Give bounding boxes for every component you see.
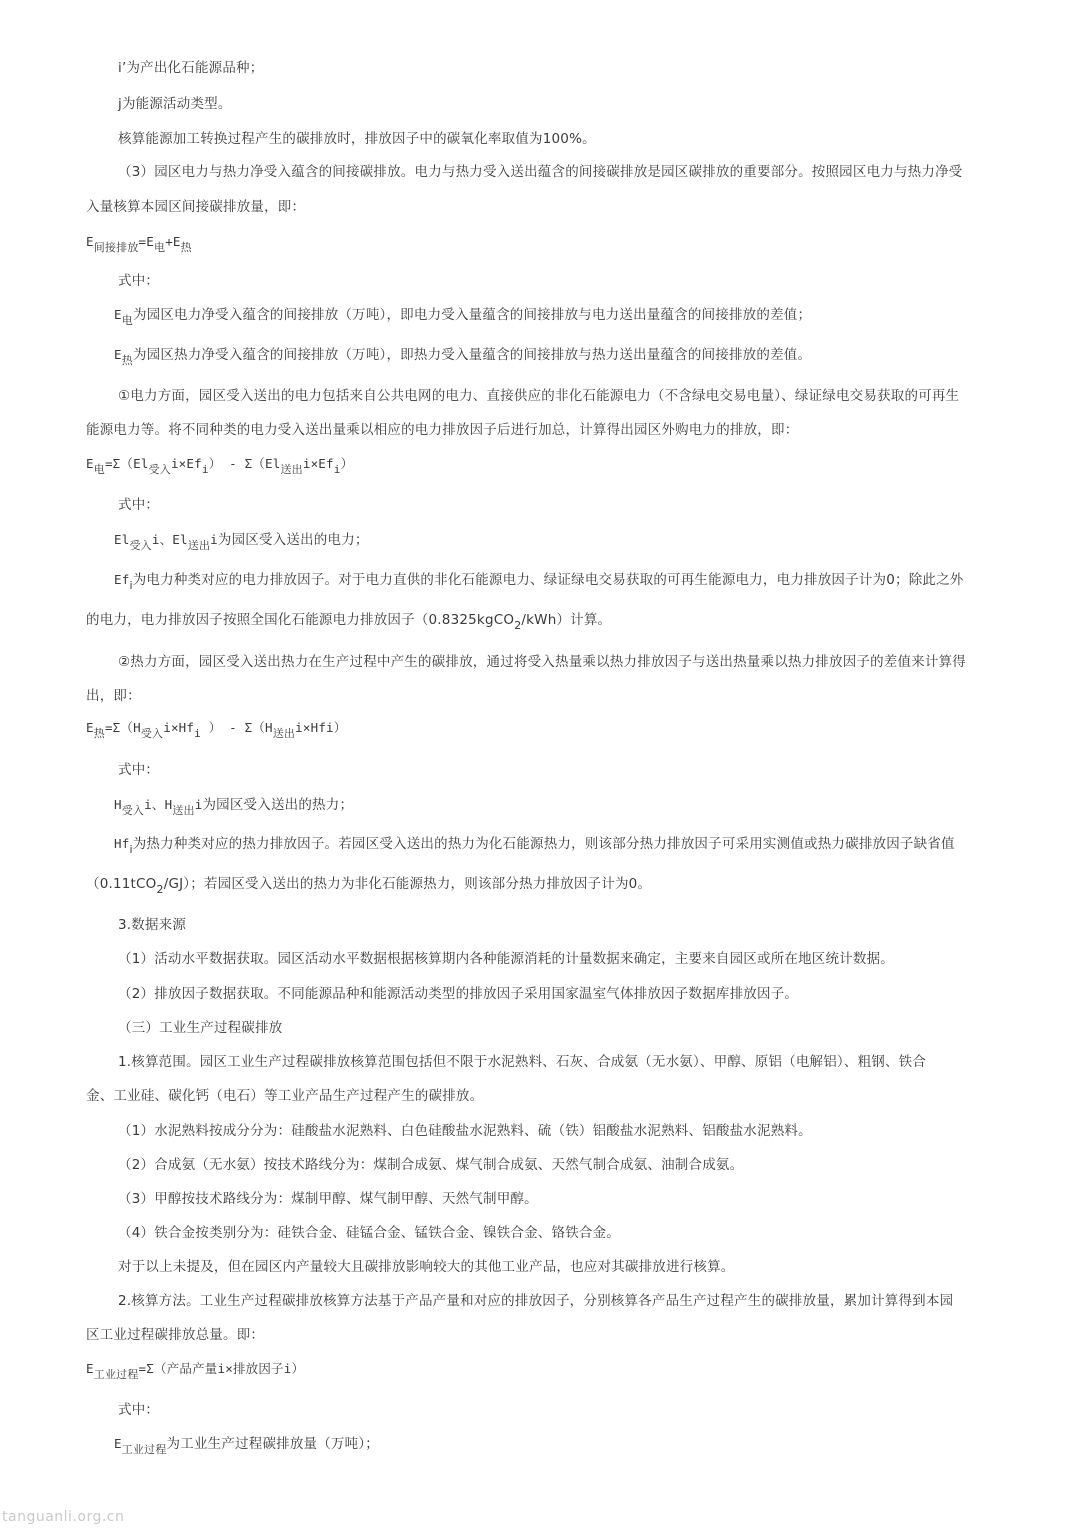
paragraph-line: 核算能源加工转换过程产生的碳排放时，排放因子中的碳氧化率取值为100%。 [118,131,596,147]
paragraph-line: 式中： [118,273,160,289]
paragraph-line: ②热力方面，园区受入送出热力在生产过程中产生的碳排放，通过将受入热量乘以热力排放因子与送出热量乘以热力排放因子的差值来计算得 [118,654,967,670]
definition-line: $E_电$为园区电力净受入蕴含的间接排放（万吨），即电力受入量蕴含的间接排放与电力送出量蕴含的间接排放的差值； [114,307,812,327]
list-item: （1）水泥熟料按成分分为：硅酸盐水泥熟料、白色硅酸盐水泥熟料、硫（铁）铝酸盐水泥熟料、铝酸盐水泥熟料。 [118,1123,812,1139]
paragraph-line: 金、工业硅、碳化钙（电石）等工业产品生产过程产生的碳排放。 [86,1088,484,1104]
paragraph-line: 1.核算范围。园区工业生产过程碳排放核算范围包括但不限于水泥熟料、石灰、合成氨（无水氨）、甲醇、原铝（电解铝）、粗钢、铁合 [118,1054,927,1070]
watermark: tanguanli.org.cn [2,1509,125,1525]
definition-line: $E_热$为园区热力净受入蕴含的间接排放（万吨），即热力受入量蕴含的间接排放与热力送出量蕴含的间接排放的差值。 [114,347,812,367]
paragraph-line: （3）园区电力与热力净受入蕴含的间接碳排放。电力与热力受入送出蕴含的间接碳排放是园区碳排放的重要部分。按照园区电力与热力净受 [118,164,963,180]
definition-line: $Ef_i$为电力种类对应的电力排放因子。对于电力直供的非化石能源电力、绿证绿电交易获取的可再生能源电力，电力排放因子计为0；除此之外 [114,572,964,592]
paragraph-line: （0.11tCO$_2$/GJ）；若园区受入送出的热力为非化石能源热力，则该部分热力排放因子计为0。 [86,876,652,896]
list-item: （4）铁合金按类别分为：硅铁合金、硅锰合金、锰铁合金、镍铁合金、铬铁合金。 [118,1225,620,1241]
section-heading: （三）工业生产过程碳排放 [118,1020,283,1036]
paragraph-line: 能源电力等。将不同种类的电力受入送出量乘以相应的电力排放因子后进行加总，计算得出园区外购电力的排放，即： [86,422,799,438]
paragraph-line: j为能源活动类型。 [118,96,232,112]
definition-line: $El_{受入}i$、$El_{送出}i$为园区受入送出的电力； [114,532,369,552]
definition-line: $E_{工业过程}$为工业生产过程碳排放量（万吨）； [114,1436,379,1456]
list-item: （2）合成氨（无水氨）按技术路线分为：煤制合成氨、煤气制合成氨、天然气制合成氨、油制合成氨。 [118,1157,744,1173]
paragraph-line: 的电力，电力排放因子按照全国化石能源电力排放因子（0.8325kgCO$_2$/kWh）计算。 [86,612,612,632]
paragraph-line: 式中： [118,497,160,513]
paragraph-line: 入量核算本园区间接碳排放量，即： [86,199,306,215]
paragraph-line: 出，即： [86,688,141,704]
paragraph-line: i’为产出化石能源品种； [118,60,264,76]
formula-indirect-emission: $E_{间接排放}=E_电+E_热$ [86,234,192,254]
definition-line: $H_{受入}i$、$H_{送出}i$为园区受入送出的热力； [114,797,354,817]
paragraph-line: 式中： [118,762,160,778]
list-item: （3）甲醇按技术路线分为：煤制甲醇、煤气制甲醇、天然气制甲醇。 [118,1191,538,1207]
formula-electricity-emission: $E_电=\Sigma(El_{受入}i\times Ef_i) - \Sigma(El_{送出}i\times Ef_i)$ [86,456,354,476]
definition-line: $Hf_i$为热力种类对应的热力排放因子。若园区受入送出的热力为化石能源热力，则该部分热力排放因子可采用实测值或热力碳排放因子缺省值 [114,836,955,856]
paragraph-line: 式中： [118,1402,160,1418]
section-heading: 3.数据来源 [118,917,187,933]
paragraph-line: （2）排放因子数据获取。不同能源品种和能源活动类型的排放因子采用国家温室气体排放因子数据库排放因子。 [118,986,799,1002]
paragraph-line: ①电力方面，园区受入送出的电力包括来自公共电网的电力、直接供应的非化石能源电力（不含绿电交易电量）、绿证绿电交易获取的可再生 [118,388,960,404]
paragraph-line: 2.核算方法。工业生产过程碳排放核算方法基于产品产量和对应的排放因子，分别核算各产品生产过程产生的碳排放量，累加计算得到本园 [118,1293,954,1309]
formula-industrial-process-emission: $E_{工业过程}=\Sigma$（产品产量i×排放因子i） [86,1361,305,1381]
paragraph-line: 区工业过程碳排放总量。即： [86,1327,265,1343]
formula-heat-emission: $E_热=\Sigma(H_{受入}i\times Hf_i$ ） - $\Sigma(H_{送出}i\times Hfi)$ [86,720,347,740]
paragraph-line: 对于以上未提及，但在园区内产量较大且碳排放影响较大的其他工业产品，也应对其碳排放进行核算。 [118,1259,735,1275]
paragraph-line: （1）活动水平数据获取。园区活动水平数据根据核算期内各种能源消耗的计量数据来确定，主要来自园区或所在地区统计数据。 [118,951,894,967]
